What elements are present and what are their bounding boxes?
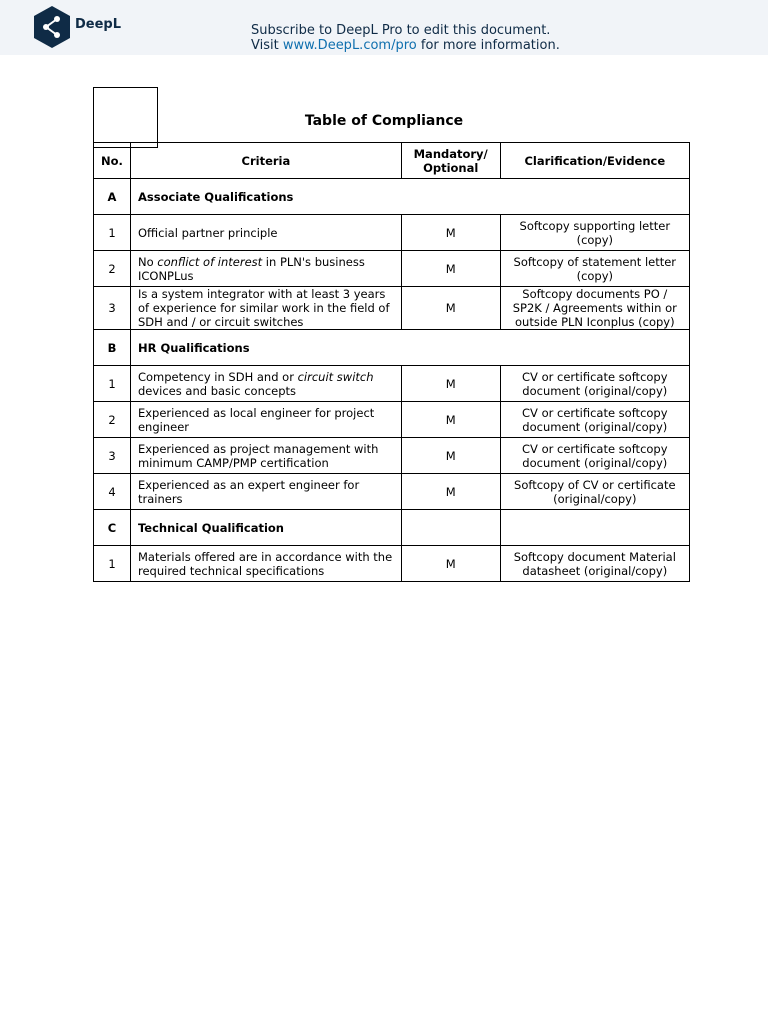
row-criteria: Materials offered are in accordance with the required technical specifications — [130, 546, 401, 582]
row-evidence: CV or certificate softcopy document (original/copy) — [500, 402, 689, 438]
row-mandatory: M — [401, 215, 500, 251]
header-clarification: Clarification/Evidence — [500, 143, 689, 179]
section-letter: A — [94, 179, 131, 215]
table-row — [94, 215, 690, 251]
section-letter: C — [94, 510, 131, 546]
brand-name: DeepL — [75, 17, 122, 32]
row-evidence: Softcopy documents PO / SP2K / Agreements within or outside PLN Iconplus (copy) — [500, 287, 689, 330]
row-mandatory: M — [401, 402, 500, 438]
row-evidence: Softcopy of statement letter (copy) — [500, 251, 689, 287]
table-row — [94, 438, 690, 474]
row-criteria: Official partner principle — [130, 215, 401, 251]
table-header-row — [94, 143, 690, 179]
deepl-banner — [0, 0, 768, 55]
criteria-italic-text: circuit switch — [297, 369, 374, 384]
row-mandatory: M — [401, 287, 500, 330]
table-row — [94, 366, 690, 402]
subscribe-line: Subscribe to DeepL Pro to edit this document. — [251, 23, 551, 38]
row-criteria — [130, 366, 401, 402]
row-evidence: CV or certificate softcopy document (original/copy) — [500, 438, 689, 474]
section-title: Technical Qualification — [130, 510, 401, 546]
row-no: 1 — [94, 546, 131, 582]
section-title: HR Qualifications — [130, 330, 689, 366]
row-no: 2 — [94, 402, 131, 438]
row-mandatory: M — [401, 251, 500, 287]
visit-line — [251, 38, 560, 53]
row-no: 1 — [94, 215, 131, 251]
row-no: 4 — [94, 474, 131, 510]
row-evidence: Softcopy document Material datasheet (original/copy) — [500, 546, 689, 582]
table-row — [94, 251, 690, 287]
section-row-a — [94, 179, 690, 215]
criteria-text: devices and basic concepts — [137, 383, 297, 398]
section-title: Associate Qualifications — [130, 179, 689, 215]
visit-suffix: for more information. — [416, 38, 560, 53]
row-no: 2 — [94, 251, 131, 287]
section-row-b — [94, 330, 690, 366]
compliance-table — [93, 142, 690, 582]
row-evidence: Softcopy supporting letter (copy) — [500, 215, 689, 251]
header-mandatory — [401, 143, 500, 179]
table-row — [94, 474, 690, 510]
row-criteria — [130, 251, 401, 287]
section-letter: B — [94, 330, 131, 366]
header-criteria: Criteria — [130, 143, 401, 179]
row-criteria: Experienced as local engineer for project engineer — [130, 402, 401, 438]
table-row — [94, 402, 690, 438]
deepl-pro-link[interactable]: www.DeepL.com/pro — [282, 38, 417, 53]
document-title: Table of Compliance — [304, 113, 464, 129]
row-no: 3 — [94, 287, 131, 330]
row-criteria: Experienced as an expert engineer for trainers — [130, 474, 401, 510]
row-mandatory: M — [401, 546, 500, 582]
row-mandatory: M — [401, 474, 500, 510]
table-row — [94, 287, 690, 330]
row-mandatory: M — [401, 438, 500, 474]
row-evidence: CV or certificate softcopy document (original/copy) — [500, 366, 689, 402]
row-criteria: Experienced as project management with minimum CAMP/PMP certification — [130, 438, 401, 474]
row-no: 3 — [94, 438, 131, 474]
row-evidence: Softcopy of CV or certificate (original/copy) — [500, 474, 689, 510]
header-mandatory-line2: Optional — [423, 160, 479, 175]
deepl-logo-icon — [33, 5, 71, 49]
header-mandatory-line1: Mandatory/ — [413, 146, 488, 161]
criteria-text: in PLN's business ICONPLus — [137, 254, 365, 283]
subscribe-message — [251, 23, 560, 53]
table-row — [94, 546, 690, 582]
row-no: 1 — [94, 366, 131, 402]
header-no: No. — [94, 143, 131, 179]
section-row-c — [94, 510, 690, 546]
empty-cell — [401, 510, 500, 546]
empty-cell — [500, 510, 689, 546]
criteria-text: Competency in SDH and or — [137, 369, 298, 384]
visit-prefix: Visit — [251, 38, 283, 53]
row-criteria: Is a system integrator with at least 3 years of experience for similar work in the field of SDH and / or circuit switches — [130, 287, 401, 330]
row-mandatory: M — [401, 366, 500, 402]
criteria-italic-text: conflict of interest — [157, 254, 263, 269]
criteria-text: No — [137, 254, 158, 269]
